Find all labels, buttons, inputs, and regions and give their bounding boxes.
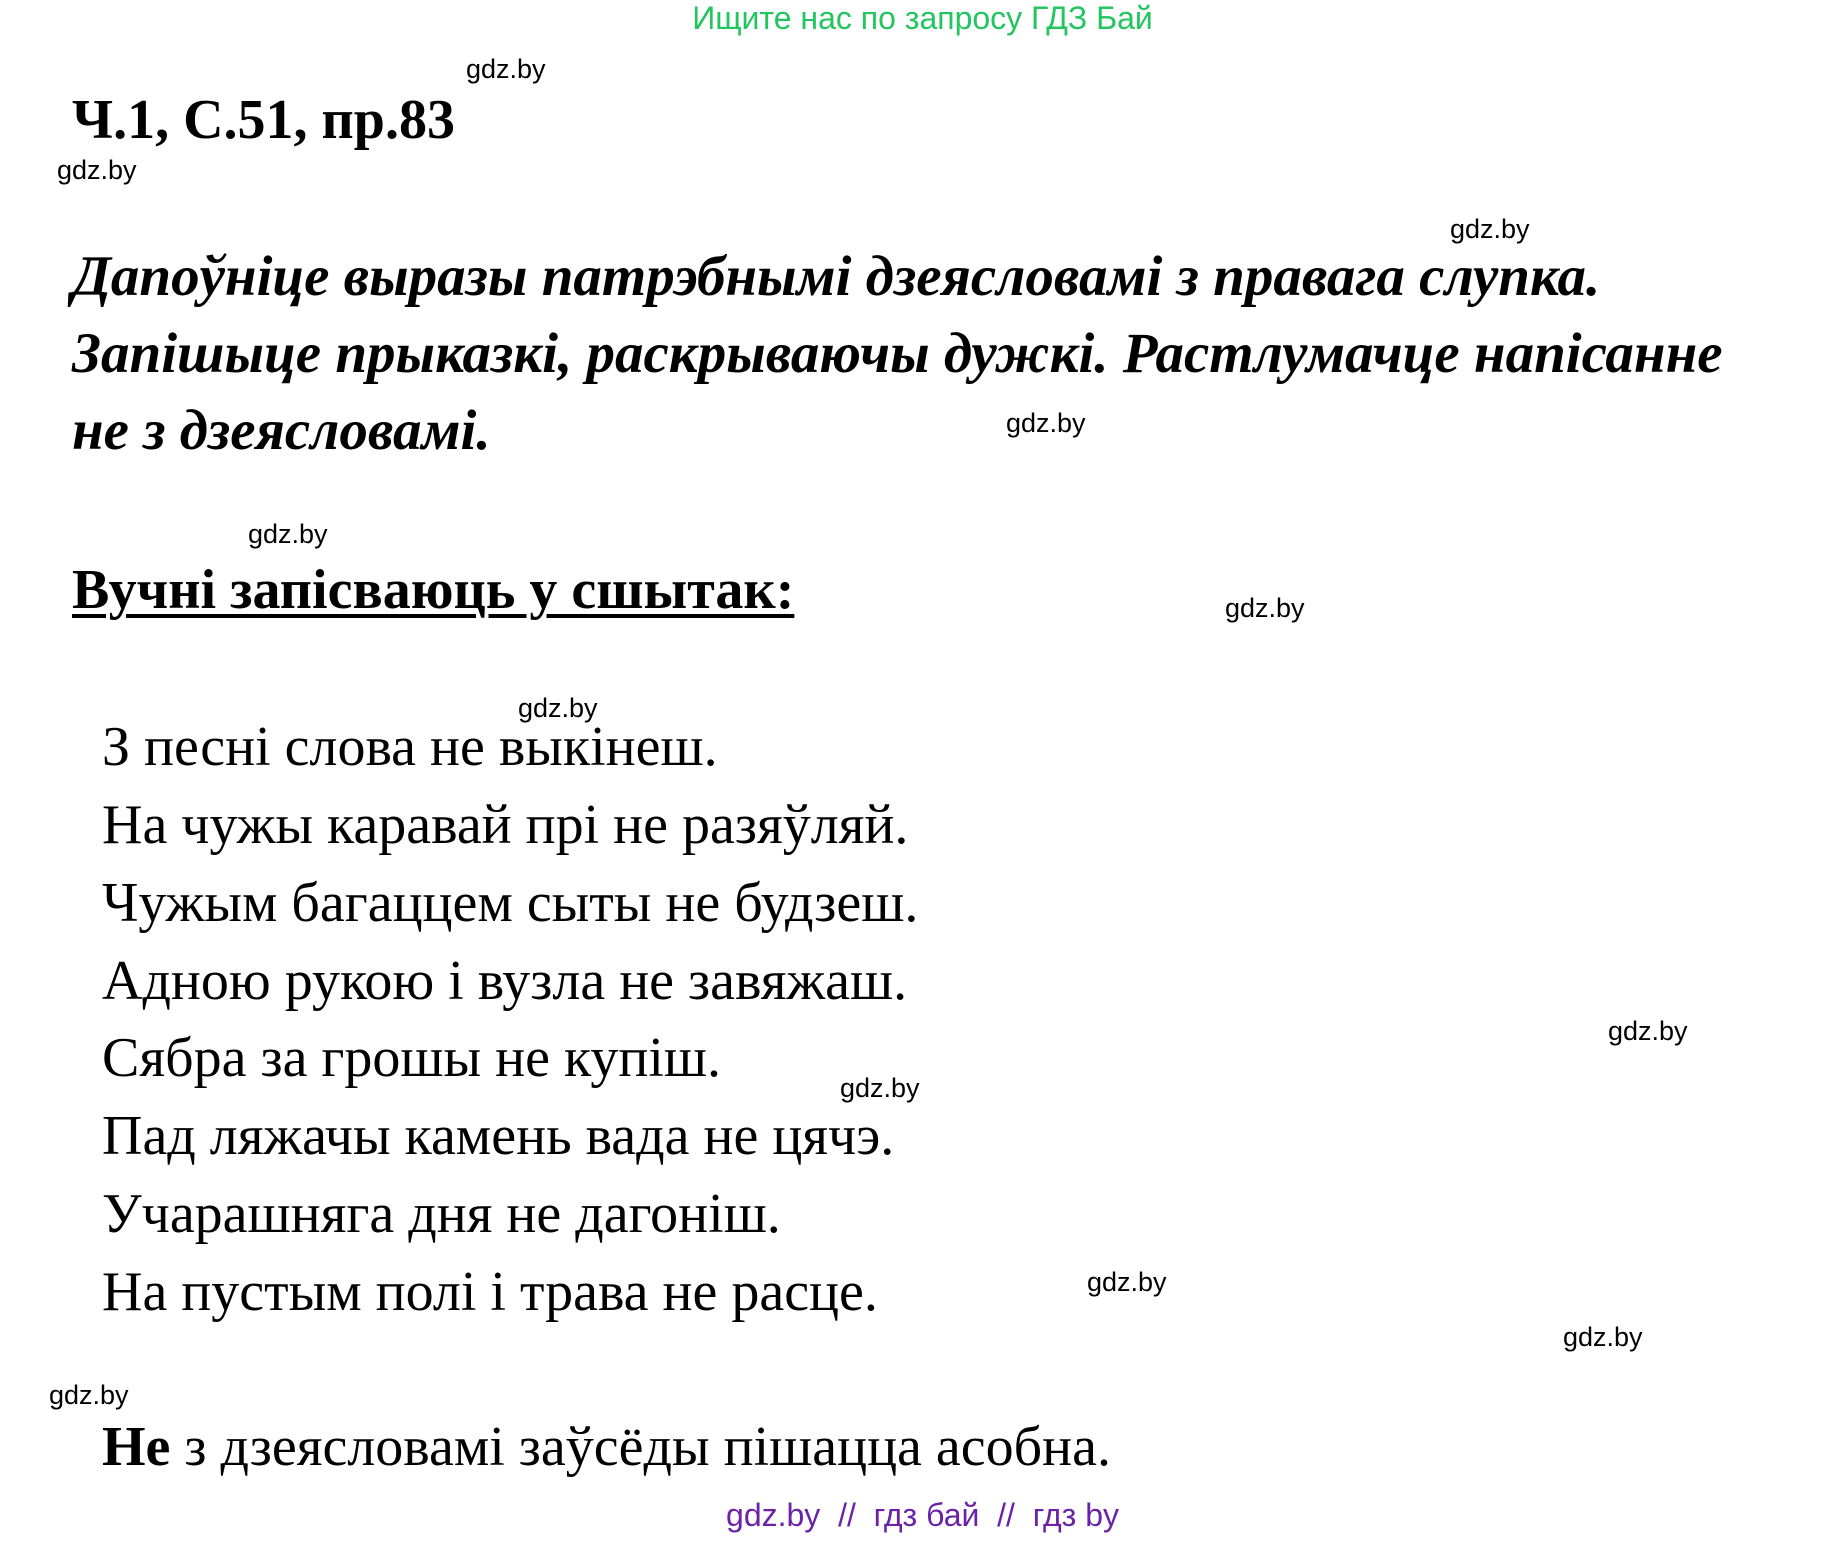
proverb-line: На чужы каравай прі не разяўляй. xyxy=(102,794,909,856)
proverb-line: Чужым багаццем сыты не будзеш. xyxy=(102,872,919,934)
task-line-2: Запішыце прыказкі, раскрываючы дужкі. Растлумачце напісанне xyxy=(72,322,1723,385)
proverb-line: На пустым полі і трава не расце. xyxy=(102,1261,878,1323)
proverb-line: З песні слова не выкінеш. xyxy=(102,716,718,778)
rule-text: з дзеясловамі заўсёды пішацца асобна. xyxy=(170,1416,1111,1478)
watermark: gdz.by xyxy=(248,519,328,549)
rule-bold-word: Не xyxy=(102,1416,171,1478)
watermark: gdz.by xyxy=(1608,1016,1688,1046)
watermark: gdz.by xyxy=(1087,1267,1167,1297)
page-title: Ч.1, С.51, пр.83 xyxy=(72,89,455,151)
top-banner: Ищите нас по запросу ГДЗ Бай xyxy=(692,0,1153,36)
watermark: gdz.by xyxy=(840,1073,920,1103)
watermark: gdz.by xyxy=(57,155,137,185)
proverb-line: Сябра за грошы не купіш. xyxy=(102,1027,722,1089)
rule-sentence xyxy=(102,1415,1111,1479)
proverb-line: Пад ляжачы камень вада не цячэ. xyxy=(102,1105,895,1167)
task-line-3: не з дзеясловамі. xyxy=(72,399,491,462)
watermark: gdz.by xyxy=(1450,214,1530,244)
footer-links: gdz.by // гдз бай // гдз by xyxy=(726,1497,1119,1533)
proverb-line: Адною рукою і вузла не завяжаш. xyxy=(102,950,908,1012)
proverb-line: Учарашняга дня не дагоніш. xyxy=(102,1183,781,1245)
subheading: Вучні запісваюць у сшытак: xyxy=(72,559,795,621)
watermark: gdz.by xyxy=(1225,593,1305,623)
watermark: gdz.by xyxy=(1006,408,1086,438)
watermark: gdz.by xyxy=(466,54,546,84)
watermark: gdz.by xyxy=(1563,1322,1643,1352)
task-line-1: Дапоўніце выразы патрэбнымі дзеясловамі з правага слупка. xyxy=(72,245,1601,308)
watermark: gdz.by xyxy=(49,1380,129,1410)
watermark: gdz.by xyxy=(518,693,598,723)
